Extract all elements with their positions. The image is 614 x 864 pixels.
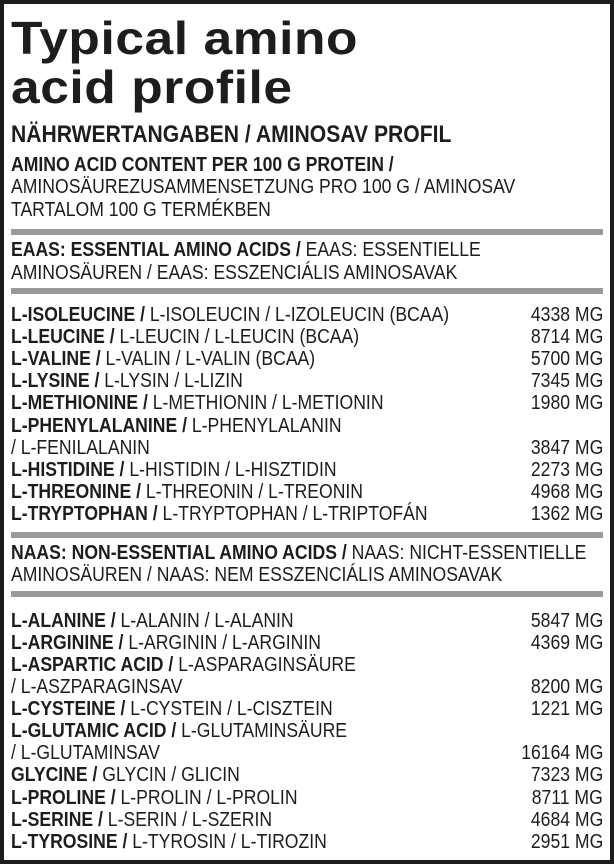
- amino-acid-row: [11, 809, 603, 831]
- amino-acid-name: L-LEUCINE /: [11, 326, 115, 349]
- amino-acid-alt-names: L-CYSTEIN / L-CISZTEIN: [125, 698, 333, 721]
- amino-acid-value: 4338 MG: [530, 304, 603, 327]
- section-header-bold: EAAS: ESSENTIAL AMINO ACIDS /: [11, 239, 301, 262]
- subtitle: NÄHRWERTANGABEN / AMINOSAV PROFIL: [11, 121, 452, 148]
- amino-acid-name: L-SERINE /: [11, 808, 103, 831]
- page-title: [11, 14, 603, 112]
- amino-acid-value: 2951 MG: [530, 830, 603, 853]
- amino-acid-name-line2: / L-FENILALANIN: [11, 436, 150, 459]
- amino-acid-row: [11, 720, 603, 764]
- amino-acid-name: L-CYSTEINE /: [11, 698, 126, 721]
- amino-acid-alt-names: L-ARGININ / L-ARGININ: [123, 631, 321, 654]
- amino-acid-row: [11, 610, 603, 632]
- amino-acid-row: [11, 392, 603, 414]
- intro-line-2: AMINOSÄUREZUSAMMENSETZUNG PRO 100 G / AMINOSAV: [11, 176, 516, 199]
- amino-acid-value: 3847 MG: [530, 436, 603, 459]
- divider-bar: [11, 288, 603, 294]
- intro-line-1: AMINO ACID CONTENT PER 100 G PROTEIN /: [11, 154, 394, 176]
- amino-acid-row: [11, 415, 603, 459]
- amino-acid-name: L-ARGININE /: [11, 631, 124, 654]
- amino-acid-row: [11, 503, 603, 525]
- amino-acid-row: [11, 370, 603, 392]
- amino-acid-alt-names: L-METHIONIN / L-METIONIN: [147, 392, 384, 415]
- amino-acid-name: L-VALINE /: [11, 348, 101, 371]
- amino-acid-row: [11, 654, 603, 698]
- amino-acid-alt-names: L-ISOLEUCIN / L-IZOLEUCIN (BCAA): [144, 304, 450, 327]
- intro-line-3: TARTALOM 100 G TERMÉKBEN: [11, 198, 271, 221]
- section-naas-rows: [11, 610, 603, 853]
- amino-acid-alt-names: L-VALIN / L-VALIN (BCAA): [100, 348, 316, 371]
- amino-acid-value: 1221 MG: [530, 698, 603, 721]
- amino-acid-value: 1362 MG: [530, 502, 603, 525]
- amino-acid-name: L-TYROSINE /: [11, 830, 128, 853]
- amino-acid-alt-names: L-HISTIDIN / L-HISZTIDIN: [124, 458, 337, 481]
- amino-acid-name: L-PHENYLALANINE /: [11, 414, 187, 437]
- amino-acid-alt-names: L-GLUTAMINSÄURE: [176, 720, 348, 743]
- amino-acid-alt-names: L-TRYPTOPHAN / L-TRIPTOFÁN: [157, 502, 428, 525]
- amino-acid-alt-names: L-PROLIN / L-PROLIN: [115, 786, 298, 809]
- amino-acid-name: L-GLUTAMIC ACID /: [11, 720, 177, 743]
- amino-acid-value: 8714 MG: [530, 326, 603, 349]
- section-header-eaas: [11, 239, 603, 284]
- amino-acid-name: L-TRYPTOPHAN /: [11, 502, 158, 525]
- amino-acid-row: [11, 348, 603, 370]
- section-header-bold: NAAS: NON-ESSENTIAL AMINO ACIDS /: [11, 541, 347, 564]
- amino-acid-value: 7323 MG: [530, 764, 603, 787]
- amino-acid-row: [11, 481, 603, 503]
- amino-acid-alt-names: L-THREONIN / L-TREONIN: [141, 480, 364, 503]
- amino-acid-name: L-METHIONINE /: [11, 392, 148, 415]
- section-header-regular: EAAS: ESSENTIELLE: [300, 239, 481, 262]
- amino-acid-value: 5847 MG: [530, 609, 603, 632]
- amino-acid-alt-names: L-ASPARAGINSÄURE: [173, 653, 356, 676]
- amino-acid-row: [11, 698, 603, 720]
- amino-acid-alt-names: L-LEUCIN / L-LEUCIN (BCAA): [114, 326, 360, 349]
- amino-acid-value: 5700 MG: [530, 348, 603, 371]
- amino-acid-name: L-ASPARTIC ACID /: [11, 653, 174, 676]
- divider-bar: [11, 229, 603, 235]
- amino-acid-row: [11, 764, 603, 786]
- section-header-line2: AMINOSÄUREN / EAAS: ESSZENCIÁLIS AMINOSAVAK: [11, 261, 458, 284]
- divider-bar: [11, 532, 603, 538]
- amino-acid-name-line2: / L-GLUTAMINSAV: [11, 742, 160, 765]
- amino-acid-name: L-LYSINE /: [11, 370, 100, 393]
- amino-acid-row: [11, 304, 603, 326]
- amino-acid-alt-names: L-PHENYLALANIN: [187, 414, 342, 437]
- divider-bar: [11, 591, 603, 597]
- amino-acid-row: [11, 787, 603, 809]
- amino-acid-row: [11, 459, 603, 481]
- amino-acid-value: 4684 MG: [530, 808, 603, 831]
- amino-acid-name-line2: / L-ASZPARAGINSAV: [11, 676, 183, 699]
- page-title-line-1: Typical amino: [11, 12, 359, 64]
- amino-acid-name: L-PROLINE /: [11, 786, 116, 809]
- amino-acid-value: 8200 MG: [530, 676, 603, 699]
- amino-acid-row: [11, 326, 603, 348]
- amino-acid-value: 2273 MG: [530, 458, 603, 481]
- amino-acid-name: L-THREONINE /: [11, 480, 142, 503]
- amino-acid-row: [11, 632, 603, 654]
- amino-acid-value: 7345 MG: [530, 370, 603, 393]
- amino-acid-name: L-ALANINE /: [11, 609, 116, 632]
- page-title-line-2: acid profile: [11, 61, 293, 113]
- amino-acid-value: 1980 MG: [530, 392, 603, 415]
- amino-acid-value: 4369 MG: [530, 631, 603, 654]
- amino-acid-alt-names: L-TYROSIN / L-TIROZIN: [127, 830, 327, 853]
- amino-acid-alt-names: L-ALANIN / L-ALANIN: [115, 609, 294, 632]
- section-header-naas: [11, 542, 603, 587]
- section-eaas-rows: [11, 304, 603, 525]
- amino-acid-alt-names: GLYCIN / GLICIN: [97, 764, 240, 787]
- amino-acid-name: L-ISOLEUCINE /: [11, 304, 145, 327]
- amino-acid-value: 16164 MG: [520, 742, 603, 765]
- amino-acid-value: 4968 MG: [530, 480, 603, 503]
- amino-acid-alt-names: L-SERIN / L-SZERIN: [102, 808, 273, 831]
- intro-text: [11, 154, 603, 221]
- amino-acid-value: 8711 MG: [531, 786, 603, 809]
- amino-acid-alt-names: L-LYSIN / L-LIZIN: [99, 370, 243, 393]
- amino-acid-name: GLYCINE /: [11, 764, 98, 787]
- amino-acid-name: L-HISTIDINE /: [11, 458, 125, 481]
- section-header-regular: NAAS: NICHT-ESSENTIELLE: [346, 541, 587, 564]
- amino-acid-row: [11, 831, 603, 853]
- section-header-line2: AMINOSÄUREN / NAAS: NEM ESSZENCIÁLIS AMINOSAVAK: [11, 564, 503, 587]
